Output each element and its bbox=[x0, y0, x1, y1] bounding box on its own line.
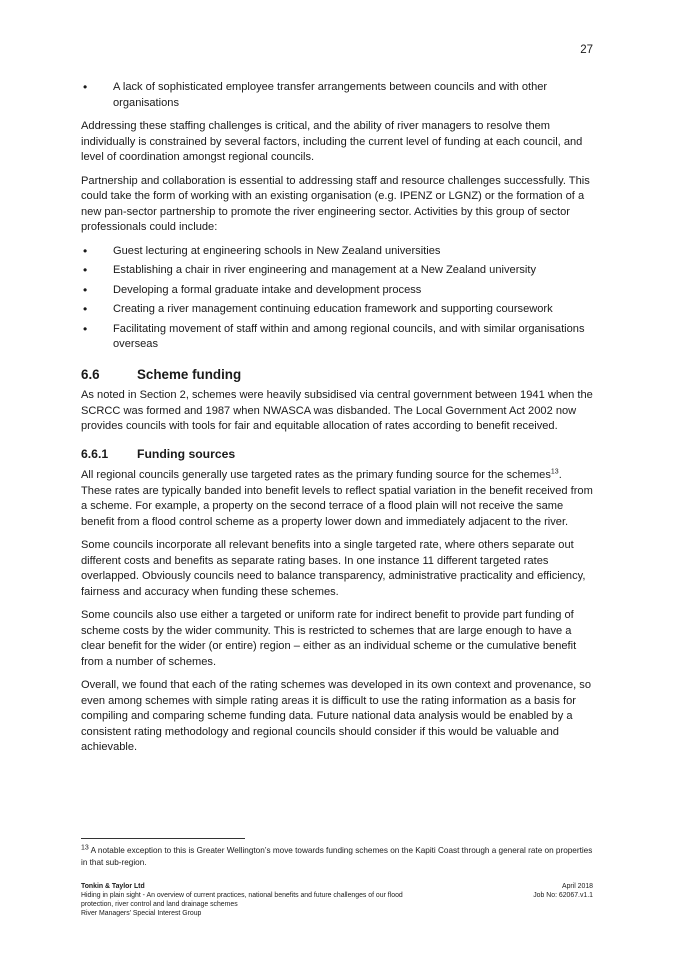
paragraph-partnership: Partnership and collaboration is essential to addressing staff and resource challenges successfully. This could take the form of working with an existing organisation (e.g. IPENZ or LGNZ) or the formation of a new pan-sector partnership to promote the river engineering sector. Activities by this group of sector professionals could include: bbox=[81, 174, 590, 233]
footnote-reference[interactable]: 13 bbox=[550, 468, 559, 476]
list-item: • A lack of sophisticated employee transfer arrangements between councils and with other organisations bbox=[81, 80, 593, 111]
footer-client: River Managers’ Special Interest Group bbox=[81, 909, 202, 917]
footer-doc-title-line2: protection, river control and land drainage schemes bbox=[81, 900, 238, 908]
footer-job-number: Job No: 62067.v1.1 bbox=[533, 891, 593, 899]
staffing-bullet-list bbox=[81, 80, 593, 111]
footnote-number: 13 bbox=[81, 844, 89, 852]
footer-doc-title-line1: Hiding in plain sight - An overview of current practices, national benefits and future challenges of our flood bbox=[81, 891, 403, 899]
footer-date: April 2018 bbox=[561, 883, 593, 890]
page-number: 27 bbox=[580, 44, 593, 56]
footnote-text: A notable exception to this is Greater Wellington’s move towards funding schemes on the Kapiti Coast through a general rate on properties in that sub-region. bbox=[81, 846, 593, 867]
list-item: • Facilitating movement of staff within and among regional councils, and with similar organisations overseas bbox=[81, 322, 593, 353]
list-item: • Developing a formal graduate intake and development process bbox=[81, 283, 593, 299]
section-number: 6.6 bbox=[81, 366, 100, 382]
subsection-number: 6.6.1 bbox=[81, 446, 109, 461]
list-item: • Guest lecturing at engineering schools in New Zealand universities bbox=[81, 244, 593, 260]
footnote-divider bbox=[81, 838, 245, 839]
activities-list bbox=[81, 244, 593, 353]
paragraph-scheme-funding-intro: As noted in Section 2, schemes were heavily subsidised via central government between 1941 when the SCRCC was formed and 1987 when NWASCA was disbanded. The Local Government Act 2002 now provides councils with tools for fair and equitable allocation of rates according to benefit received. bbox=[81, 389, 593, 432]
footer-left bbox=[81, 883, 451, 919]
subsection-heading bbox=[81, 447, 593, 463]
footer-company: Tonkin & Taylor Ltd bbox=[81, 883, 145, 890]
paragraph-targeted-rates: Some councils incorporate all relevant benefits into a single targeted rate, where others separate out different costs and benefits as separate rating bases. In one instance 11 different targeted rates overlapped. Obviously councils need to balance transparency, administrative practicality and efficiency, fairness and accuracy when funding these schemes. bbox=[81, 539, 586, 598]
paragraph-indirect-benefit: Some councils also use either a targeted or uniform rate for indirect benefit to provide part funding of scheme costs by the wider community. This is restricted to schemes that are large enough to have a clear benefit for the wider (or entire) region – either as an individual scheme or the cumulative benefit from a number of schemes. bbox=[81, 609, 577, 668]
list-item: • Establishing a chair in river engineering and management at a New Zealand university bbox=[81, 263, 593, 279]
footnote bbox=[81, 845, 596, 868]
list-item: • Creating a river management continuing education framework and supporting coursework bbox=[81, 302, 593, 318]
footer-right bbox=[533, 883, 593, 901]
paragraph-funding-sources bbox=[81, 468, 593, 530]
paragraph-staffing: Addressing these staffing challenges is critical, and the ability of river managers to resolve them individually is constrained by several factors, including the current level of funding at each council, and level of coordination amongst regional councils. bbox=[81, 120, 583, 163]
section-heading bbox=[81, 367, 593, 383]
document-body bbox=[81, 80, 593, 764]
section-title: Scheme funding bbox=[137, 366, 242, 382]
subsection-title: Funding sources bbox=[137, 446, 236, 461]
paragraph-text-start: All regional councils generally use targeted rates as the primary funding source for the schemes bbox=[81, 469, 551, 481]
paragraph-text-end: . These rates are typically banded into benefit levels to reflect spatial variation in the benefit received from a scheme. For example, a property on the second terrace of a flood plain will not receive the same benefit from a flood control scheme as a property lower down and immediately adjacent to the river. bbox=[81, 469, 593, 528]
paragraph-overall-findings: Overall, we found that each of the rating schemes was developed in its own context and provenance, so even among schemes with simple rating areas it is difficult to use the rating information as a basis for compiling and comparing scheme funding data. Future national data analysis would be enabled by a consistent rating methodology and regional councils should consider if this would be valuable and achievable. bbox=[81, 679, 591, 753]
